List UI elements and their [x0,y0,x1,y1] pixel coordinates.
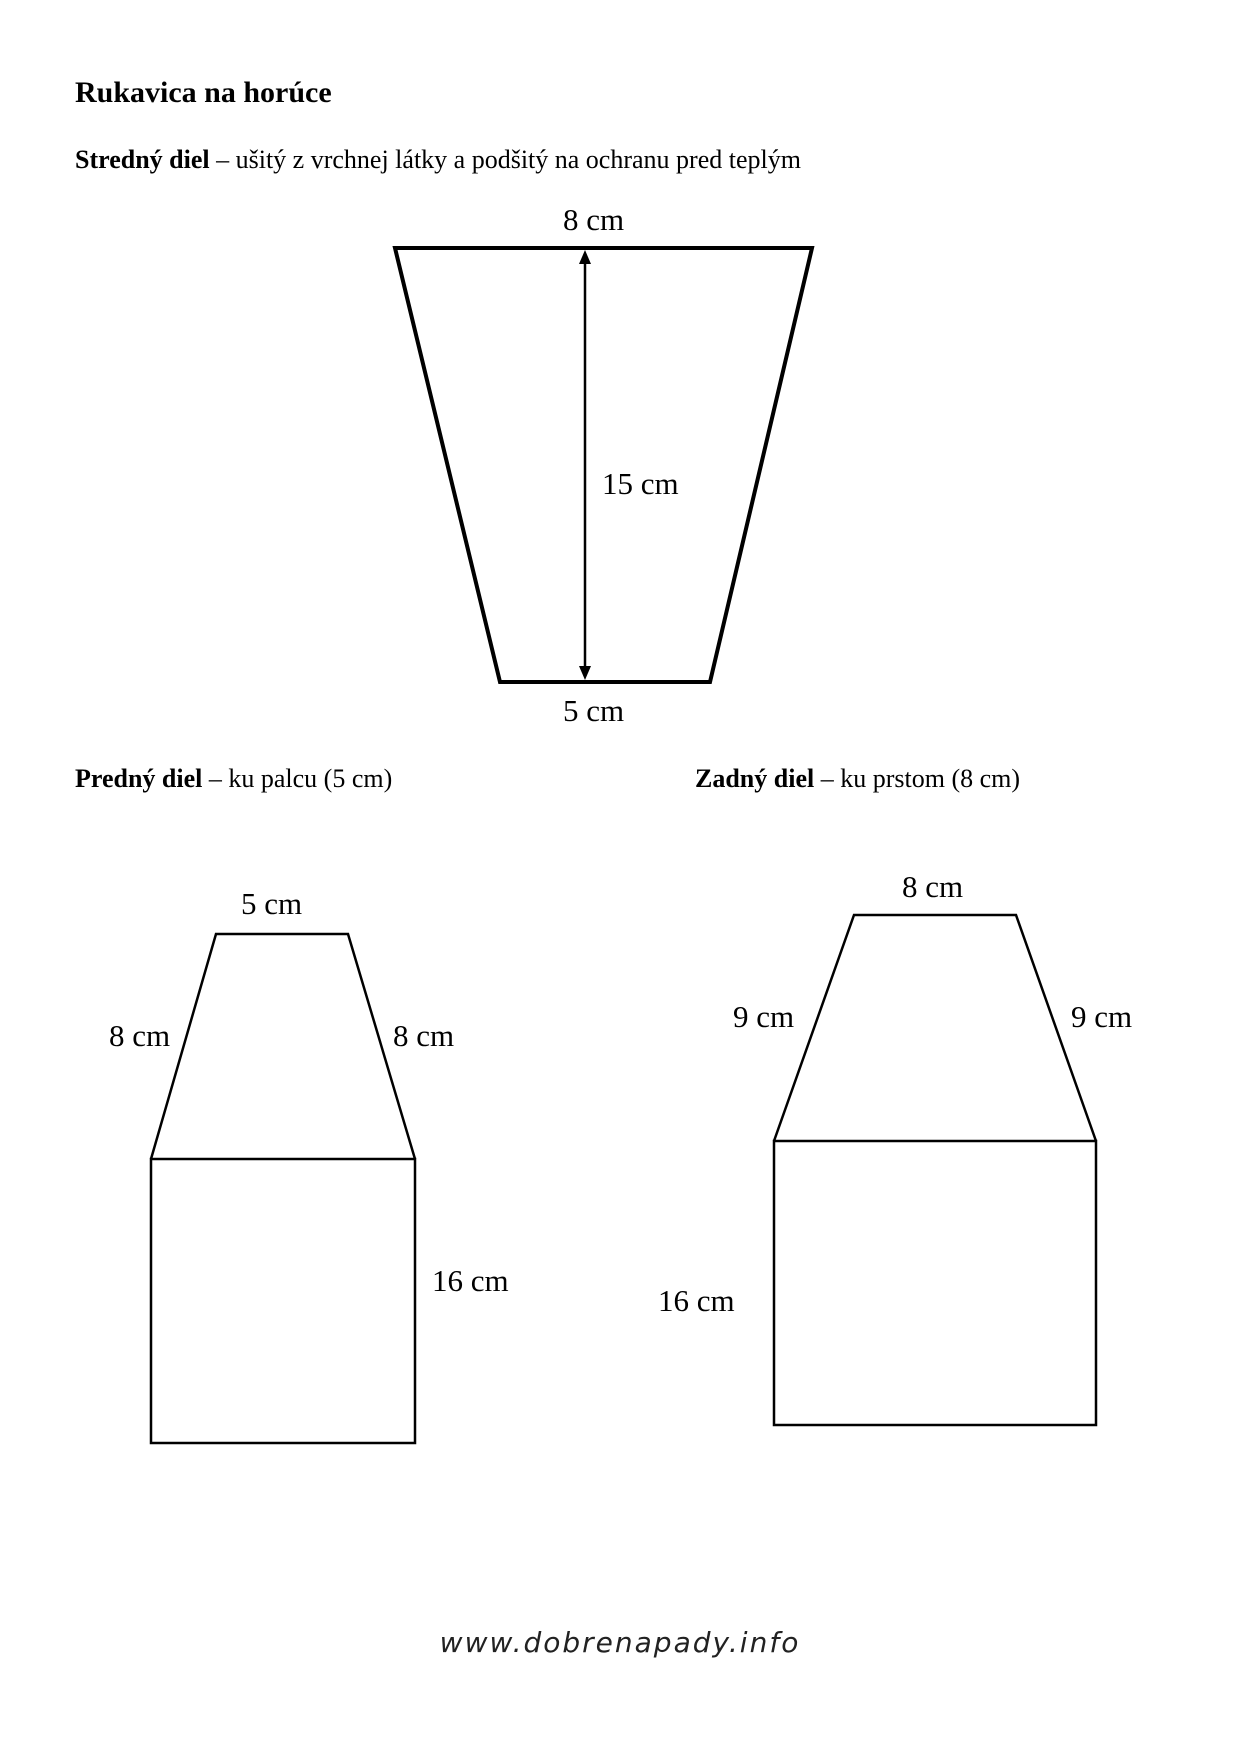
front-left-side-label: 8 cm [109,1018,171,1053]
back-piece-heading: Zadný diel [695,764,815,793]
back-height-label: 16 cm [658,1283,735,1318]
front-piece-description: – ku palcu (5 cm) [202,764,393,793]
middle-bottom-label: 5 cm [563,693,625,728]
front-height-label: 16 cm [432,1263,509,1298]
back-piece-top-trapezoid [774,915,1096,1141]
middle-piece-description: – ušitý z vrchnej látky a podšitý na ochranu pred teplým [209,145,801,174]
front-piece-heading: Predný diel [75,764,203,793]
page-title: Rukavica na horúce [75,76,332,109]
front-top-label: 5 cm [241,886,303,921]
middle-height-label: 15 cm [602,466,679,501]
front-right-side-label: 8 cm [393,1018,455,1053]
footer-website-link[interactable]: www.dobrenapady.info [439,1626,801,1659]
back-right-side-label: 9 cm [1071,999,1133,1034]
middle-top-label: 8 cm [563,202,625,237]
back-piece-rectangle [774,1141,1096,1425]
middle-piece-heading: Stredný diel [75,145,210,174]
back-left-side-label: 9 cm [733,999,795,1034]
back-top-label: 8 cm [902,869,964,904]
back-piece-description: – ku prstom (8 cm) [814,764,1021,793]
